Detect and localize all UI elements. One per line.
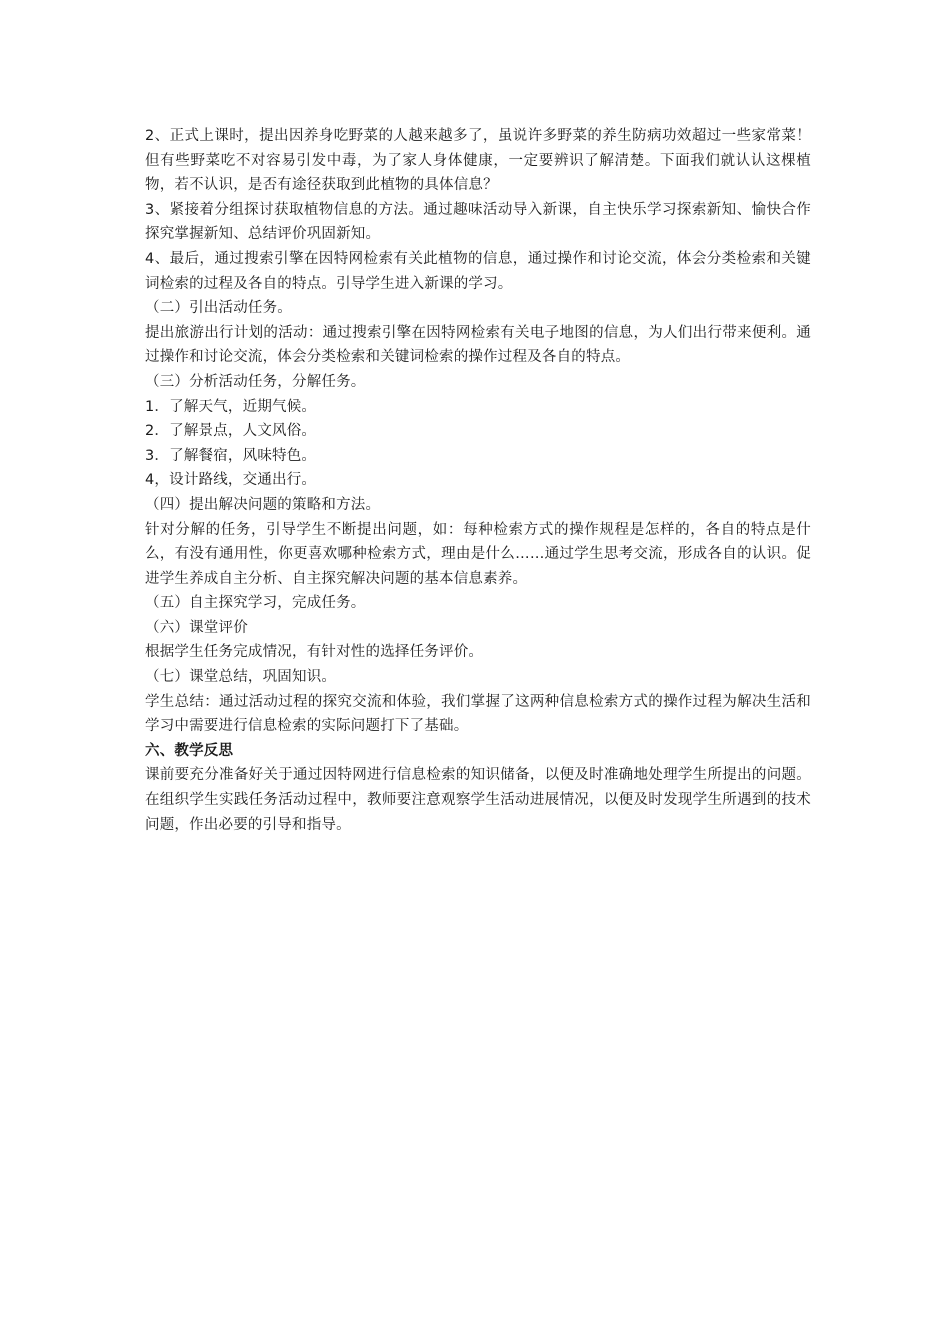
paragraph-step-4: 4、最后，通过搜索引擎在因特网检索有关此植物的信息，通过操作和讨论交流，体会分类检索和关键词检索的过程及各自的特点。引导学生进入新课的学习。 [145,250,811,292]
paragraph-reflection: 课前要充分准备好关于通过因特网进行信息检索的知识储备，以便及时准确地处理学生所提出的问题。在组织学生实践任务活动过程中，教师要注意观察学生活动进展情况，以便及时发现学生所遇到的技术问题，作出必要的引导和指导。 [145,767,811,833]
paragraph-summary: 学生总结：通过活动过程的探究交流和体验，我们掌握了这两种信息检索方式的操作过程为解决生活和学习中需要进行信息检索的实际问题打下了基础。 [145,693,811,735]
paragraph-evaluation: 根据学生任务完成情况，有针对性的选择任务评价。 [145,644,484,661]
subheading-analyze-task: （三）分析活动任务，分解任务。 [145,373,366,390]
document-body [145,124,811,837]
list-item-route: 4，设计路线，交通出行。 [145,472,317,489]
list-item-lodging: 3．了解餐宿，风味特色。 [145,447,317,464]
subheading-evaluation: （六）课堂评价 [145,619,248,636]
subheading-activity-task: （二）引出活动任务。 [145,300,292,317]
paragraph-step-2: 2、正式上课时，提出因养身吃野菜的人越来越多了，虽说许多野菜的养生防病功效超过一些家常菜！但有些野菜吃不对容易引发中毒，为了家人身体健康，一定要辨识了解清楚。下面我们就认认这棵植物，若不认识，是否有途径获取到此植物的具体信息？ [145,128,811,194]
subheading-strategy: （四）提出解决问题的策略和方法。 [145,496,381,513]
paragraph-activity-description: 提出旅游出行计划的活动：通过搜索引擎在因特网检索有关电子地图的信息，为人们出行带来便利。通过操作和讨论交流，体会分类检索和关键词检索的操作过程及各自的特点。 [145,324,811,366]
subheading-self-study: （五）自主探究学习，完成任务。 [145,595,366,612]
list-item-weather: 1．了解天气，近期气候。 [145,398,317,415]
subheading-summary: （七）课堂总结，巩固知识。 [145,669,337,686]
list-item-attractions: 2．了解景点，人文风俗。 [145,423,317,440]
paragraph-step-3: 3、紧接着分组探讨获取植物信息的方法。通过趣味活动导入新课，自主快乐学习探索新知、愉快合作探究掌握新知、总结评价巩固新知。 [145,201,811,243]
paragraph-strategy: 针对分解的任务，引导学生不断提出问题，如：每种检索方式的操作规程是怎样的，各自的特点是什么，有没有通用性，你更喜欢哪种检索方式，理由是什么……通过学生思考交流，形成各自的认识。促进学生养成自主分析、自主探究解决问题的基本信息素养。 [145,521,811,587]
section-heading-reflection: 六、教学反思 [145,742,234,759]
